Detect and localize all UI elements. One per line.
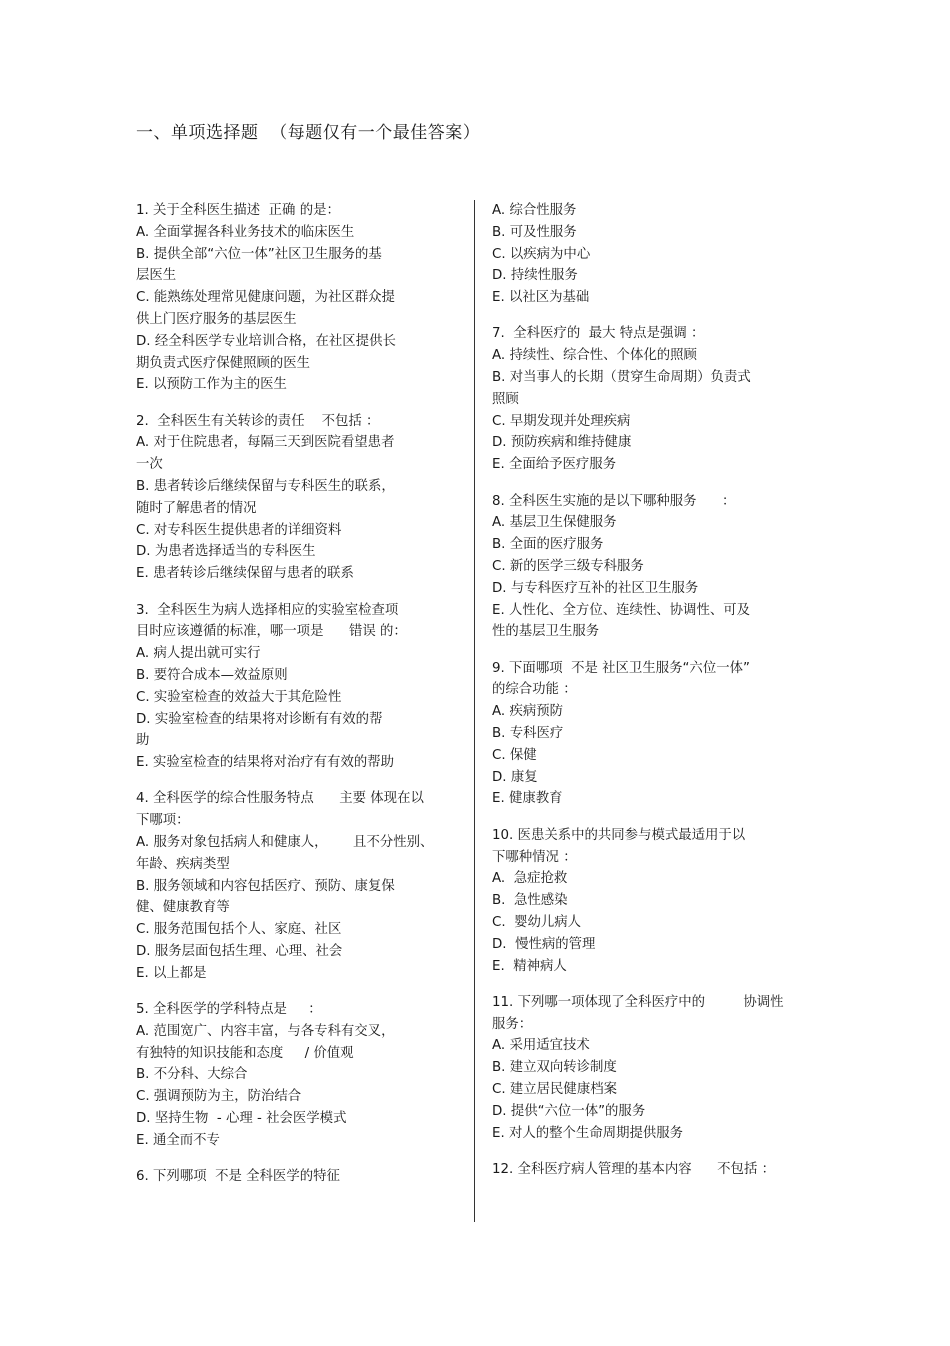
question-block	[492, 658, 814, 811]
option-line: E. 以社区为基础	[492, 290, 590, 306]
option-line: 目时应该遵循的标准，哪一项是 错误 的：	[136, 624, 407, 640]
question-block	[136, 411, 458, 585]
question-block	[492, 491, 814, 644]
question-gap	[136, 774, 458, 789]
option-line: 服务：	[492, 1016, 533, 1032]
option-line: D. 持续性服务	[492, 268, 578, 284]
option-line: 期负责式医疗保健照顾的医生	[136, 355, 311, 371]
option-line: 随时了解患者的情况	[136, 500, 257, 516]
option-line: D. 预防疾病和维持健康	[492, 435, 632, 451]
question-text: 11. 下列哪一项体现了全科医疗中的 协调性	[492, 994, 784, 1010]
question-block	[492, 1159, 814, 1181]
question-block	[136, 1166, 458, 1188]
option-line: C. 强调预防为主，防治结合	[136, 1089, 302, 1105]
option-line: E. 实验室检查的结果将对治疗有有效的帮助	[136, 755, 395, 771]
option-line: C. 对专科医生提供患者的详细资料	[136, 522, 342, 538]
option-line: C. 能熟练处理常见健康问题，为社区群众提	[136, 290, 395, 306]
option-line: C. 保健	[492, 747, 537, 763]
option-line: 下哪项：	[136, 813, 190, 829]
option-line: C. 实验室检查的效益大于其危险性	[136, 689, 342, 705]
option-line: A. 病人提出就可实行	[136, 646, 261, 662]
option-line: A. 持续性、综合性、个体化的照顾	[492, 348, 697, 364]
question-gap	[492, 1144, 814, 1159]
option-line: C. 服务范围包括个人、家庭、社区	[136, 922, 342, 938]
option-line: 的综合功能 ：	[492, 682, 577, 698]
option-line: 一次	[136, 457, 163, 473]
question-block	[136, 788, 458, 984]
left-column	[136, 200, 458, 1188]
option-line: B. 专科医疗	[492, 726, 564, 742]
option-line: C. 新的医学三级专科服务	[492, 558, 644, 574]
option-line: B. 对当事人的长期（贯穿生命周期）负责式	[492, 370, 751, 386]
question-block	[492, 825, 814, 978]
option-line: A. 采用适宜技术	[492, 1038, 590, 1054]
option-line: B. 全面的医疗服务	[492, 537, 604, 553]
option-line: E. 全面给予医疗服务	[492, 457, 617, 473]
option-line: E. 健康教育	[492, 791, 563, 807]
option-line: D. 坚持生物 - 心理 - 社会医学模式	[136, 1111, 347, 1127]
option-line: B. 急性感染	[492, 893, 568, 909]
question-text: 2. 全科医生有关转诊的责任 不包括 ：	[136, 413, 380, 429]
question-gap	[492, 810, 814, 825]
question-text: 4. 全科医学的综合性服务特点 主要 体现在以	[136, 791, 424, 807]
option-line: 助	[136, 733, 150, 749]
column-divider	[474, 200, 475, 1222]
option-line: D. 实验室检查的结果将对诊断有有效的帮	[136, 711, 383, 727]
option-line: 下哪种情况 ：	[492, 849, 577, 865]
option-line: D. 与专科医疗互补的社区卫生服务	[492, 580, 699, 596]
option-line: 性的基层卫生服务	[492, 624, 600, 640]
option-line: D. 康复	[492, 769, 538, 785]
question-gap	[492, 977, 814, 992]
option-line: 供上门医疗服务的基层医生	[136, 311, 297, 327]
option-line: C. 早期发现并处理疾病	[492, 413, 631, 429]
question-text: 1. 关于全科医生描述 正确 的是：	[136, 203, 340, 218]
option-line: A. 全面掌握各科业务技术的临床医生	[136, 224, 355, 240]
question-gap	[492, 476, 814, 491]
option-line: A. 急症抢救	[492, 871, 568, 887]
option-line: D. 经全科医学专业培训合格，在社区提供长	[136, 333, 396, 349]
question-text: 10. 医患关系中的共同参与模式最适用于以	[492, 827, 746, 843]
option-line: B. 服务领域和内容包括医疗、预防、康复保	[136, 878, 395, 894]
question-text: 3. 全科医生为病人选择相应的实验室检查项	[136, 602, 399, 618]
question-gap	[136, 985, 458, 1000]
option-line: B. 建立双向转诊制度	[492, 1060, 617, 1076]
question-text: 8. 全科医生实施的是以下哪种服务 ：	[492, 493, 736, 509]
option-line: 层医生	[136, 268, 177, 284]
option-line: E. 精神病人	[492, 958, 567, 974]
question-gap	[492, 643, 814, 658]
option-line: D. 为患者选择适当的专科医生	[136, 544, 316, 560]
option-line: B. 不分科、大综合	[136, 1067, 248, 1083]
question-block	[136, 999, 458, 1152]
question-text: 6. 下列哪项 不是 全科医学的特征	[136, 1169, 340, 1185]
question-block	[492, 200, 814, 309]
option-line: 照顾	[492, 391, 519, 407]
question-text: A. 综合性服务	[492, 203, 577, 218]
question-gap	[136, 396, 458, 411]
option-line: B. 提供全部“六位一体”社区卫生服务的基	[136, 246, 382, 262]
option-line: E. 对人的整个生命周期提供服务	[492, 1125, 684, 1141]
option-line: D. 慢性病的管理	[492, 936, 596, 952]
option-line: E. 通全而不专	[136, 1132, 220, 1148]
option-line: 健、健康教育等	[136, 900, 230, 916]
section-title: 一、单项选择题 （每题仅有一个最佳答案）	[136, 123, 481, 143]
option-line: C. 建立居民健康档案	[492, 1081, 617, 1097]
option-line: A. 疾病预防	[492, 704, 563, 720]
question-text: 12. 全科医疗病人管理的基本内容 不包括 ：	[492, 1161, 775, 1177]
option-line: A. 范围宽广、内容丰富，与各专科有交叉，	[136, 1023, 395, 1039]
option-line: E. 以预防工作为主的医生	[136, 377, 287, 393]
option-line: C. 婴幼儿病人	[492, 914, 582, 930]
question-text: 5. 全科医学的学科特点是 ：	[136, 1002, 322, 1018]
question-block	[492, 992, 814, 1145]
option-line: 有独特的知识技能和态度 / 价值观	[136, 1045, 354, 1061]
option-line: E. 以上都是	[136, 965, 207, 981]
option-line: A. 基层卫生保健服务	[492, 515, 617, 531]
question-block	[136, 200, 458, 396]
option-line: C. 以疾病为中心	[492, 246, 591, 262]
option-line: D. 服务层面包括生理、心理、社会	[136, 944, 343, 959]
option-line: D. 提供“六位一体”的服务	[492, 1103, 646, 1119]
question-gap	[136, 1152, 458, 1167]
option-line: A. 对于住院患者，每隔三天到医院看望患者	[136, 435, 395, 451]
option-line: B. 要符合成本—效益原则	[136, 667, 288, 683]
option-line: E. 患者转诊后继续保留与患者的联系	[136, 566, 354, 582]
option-line: B. 患者转诊后继续保留与专科医生的联系，	[136, 479, 395, 495]
question-text: 9. 下面哪项 不是 社区卫生服务“六位一体”	[492, 660, 750, 676]
option-line: B. 可及性服务	[492, 224, 577, 240]
option-line: A. 服务对象包括病人和健康人， 且不分性别、	[136, 835, 434, 851]
question-gap	[492, 309, 814, 324]
option-line: E. 人性化、全方位、连续性、协调性、可及	[492, 602, 751, 618]
question-block	[136, 600, 458, 774]
question-gap	[136, 585, 458, 600]
question-text: 7. 全科医疗的 最大 特点是强调 ：	[492, 326, 705, 342]
option-line: 年龄、疾病类型	[136, 856, 230, 872]
right-column	[492, 200, 814, 1181]
question-block	[492, 323, 814, 476]
